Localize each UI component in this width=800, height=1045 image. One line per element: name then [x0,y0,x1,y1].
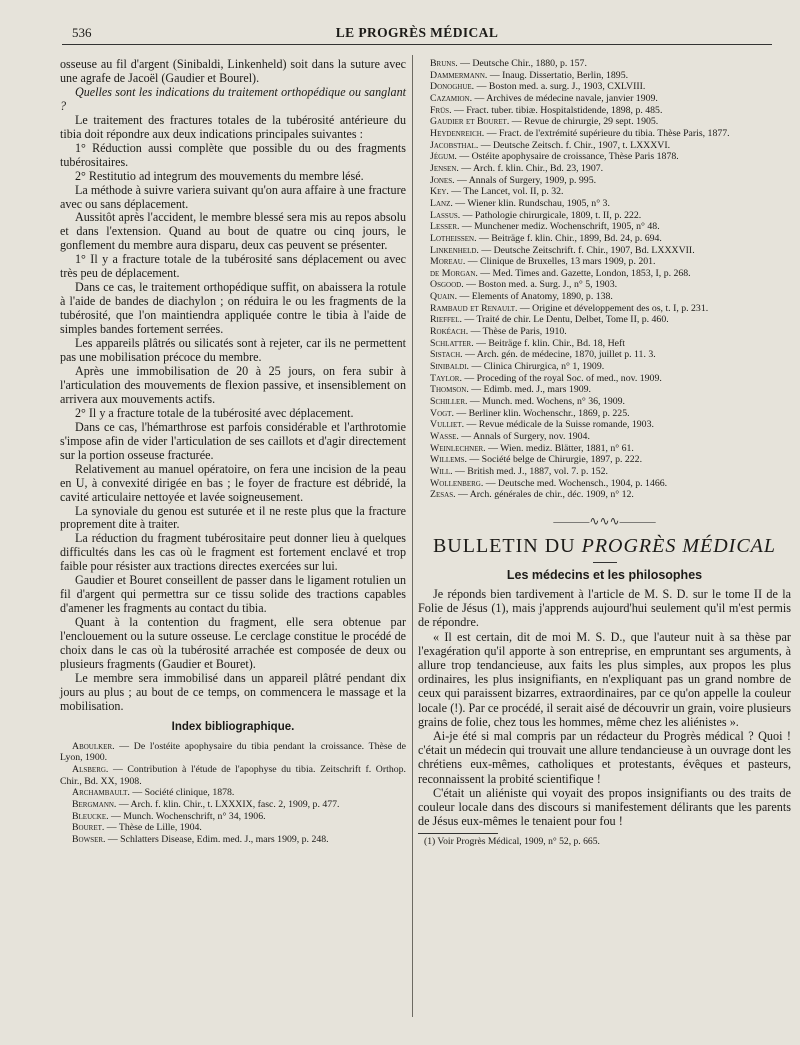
bibliography-entry [418,419,791,431]
bibliography-entry [418,151,791,163]
bibliography-citation: — Fract. de l'extrémité supérieure du tibia. Thèse Paris, 1877. [484,127,730,139]
bibliography-citation: — Schlatters Disease, Edim. med. J., mars 1909, p. 248. [105,834,329,845]
bibliography-entry [418,268,791,280]
bibliography-entry [418,128,791,140]
ornamental-divider: ———∿∿∿——— [553,513,656,528]
body-paragraph: Relativement au manuel opératoire, on fera une incision de la peau en U, à convexité dirigée en bas ; le foyer de fracture est débridé, la cavité articulaire nettoyée et lavée soigneusement. [60,461,406,504]
bibliography-citation: — Boston med. a. Surg. J., n° 5, 1903. [463,279,618,291]
bibliography-author: Bowser. [72,834,106,845]
bibliography-entry [418,81,791,93]
bibliography-author: Archambault. [72,787,130,799]
bibliography-entry [418,396,791,408]
bibliography-citation: — Edimb. med. J., mars 1909. [468,384,591,396]
bibliography-entry [418,186,791,198]
bibliography-citation: — Thèse de Lille, 1904. [104,822,202,834]
bibliography-entry [418,140,791,152]
bibliography-citation: — Société clinique, 1878. [129,787,235,799]
bibliography-entry [418,408,791,420]
bibliography-citation: — Beiträge f. klin. Chir., Bd. 18, Heft [473,337,625,349]
bibliography-entry [418,361,791,373]
bibliography-author: Alsberg. [72,764,109,776]
article-paragraph: C'était un aliéniste qui voyait des propos insignifiants ou des traits de couleur locale dans des discours si manifestement délirants que les parents de Jésus eux-mêmes le tenaient pour fou ! [418,785,791,829]
bibliography-citation: — Annals of Surgery, nov. 1904. [458,431,590,442]
bibliography-citation: — Deutsche Zeitsch. f. Chir., 1907, t. LXXXVI. [478,139,671,151]
bibliography-author: Donoghue. [430,81,475,93]
bibliography-author: Dammermann. [430,69,488,81]
body-paragraph: Aussitôt après l'accident, le membre blessé sera mis au repos absolu et dans l'extension. Quand au bout de quatre ou cinq jours, le gonflement du membre aura disparu, deux cas peuvent se présenter. [60,210,406,253]
bibliography-author: Willems. [430,454,467,466]
bibliography-citation: — Clinica Chirurgica, n° 1, 1909. [469,361,605,373]
bibliography-author: Bruns. [430,58,458,69]
bibliography-citation: — Wiener klin. Rundschau, 1905, n° 3. [452,197,610,209]
bibliography-author: Schlatter. [430,337,474,349]
bibliography-entry [418,431,791,443]
bibliography-author: Heydenreich. [430,127,485,139]
bibliography-citation: — Société belge de Chirurgie, 1897, p. 222. [466,454,643,466]
bibliography-author: Zesas. [430,489,456,501]
bibliography-entry [418,489,791,501]
section-question: Quelles sont les indications du traitement orthopédique ou sanglant ? [60,84,406,113]
bibliography-citation: — Archives de médecine navale, janvier 1909. [472,92,658,104]
page-header [62,22,772,45]
bibliography-entry [60,799,406,811]
bibliography-author: Wasse. [430,431,459,442]
article-title: Les médecins et les philosophes [506,567,703,582]
bibliography-author: Rieffel. [430,314,462,326]
bibliography-entry [418,221,791,233]
bibliography-entry [418,279,791,291]
bibliography-citation: — Revue de chirurgie, 29 sept. 1905. [509,116,659,128]
bibliography-author: Jensen. [430,162,459,174]
body-paragraph: La synoviale du genou est suturée et il ne reste plus que la fracture proprement dite à traiter. [60,503,406,532]
bibliography-citation: — Pathologie chirurgicale, 1809, t. II, p. 222. [460,209,642,221]
body-paragraph: La méthode à suivre variera suivant qu'on aura affaire à une fracture avec ou sans déplacement. [60,182,406,211]
bibliography-author: Lanz. [430,197,453,209]
bibliography-author: Bleucke. [72,810,109,822]
bibliography-citation: — Arch. générales de chir., déc. 1909, n° 12. [455,489,634,501]
bibliography-citation: — Beiträge f. klin. Chir., 1899, Bd. 24, p. 694. [476,232,662,244]
bibliography-citation: — Thèse de Paris, 1910. [468,326,567,338]
article-paragraph: Ai-je été si mal compris par un rédacteur du Progrès médical ? Quoi ! c'était un médecin qui trouvait une allure tendancieuse à un ouvrage dont les chrétiens eux-mêmes, catholiques et protestants, évêques et pasteurs, reconnaissent la probité scientifique ! [418,728,791,786]
bibliography-citation: — Munch. Wochenschrift, n° 34, 1906. [108,810,266,822]
bibliography-entry [418,326,791,338]
bibliography-author: Aboulker. [72,740,115,752]
bibliography-author: Jacobsthal. [430,139,479,151]
bibliography-list-right [418,58,791,501]
bibliography-entry [418,58,791,70]
bibliography-entry [418,163,791,175]
bibliography-citation: — Deutsche med. Wochensch., 1904, p. 1466. [483,477,668,489]
bibliography-author: Will. [430,465,453,477]
bibliography-entry [418,291,791,303]
column-divider [412,55,413,1017]
bibliography-author: Vogt. [430,407,454,419]
bulletin-journal-name: PROGRÈS MÉDICAL [581,534,777,557]
bibliography-entry [418,105,791,117]
bibliography-citation: — Inaug. Dissertatio, Berlin, 1895. [487,69,629,81]
bibliography-author: Weinlechner. [430,442,486,454]
bibliography-author: Lotheissen. [430,232,477,244]
bibliography-entry [418,478,791,490]
body-paragraph: Quant à la contention du fragment, elle sera obtenue par l'enclouement ou la suture osseuse. Le cerclage constitue le procédé de choix dans le cas où la tubérosité arrachée est composée de deux ou plusieurs fragments (Gaudier et Bouret). [60,615,406,671]
bibliography-entry [60,787,406,799]
bibliography-author: Quain. [430,291,458,303]
bibliography-entry [60,764,406,787]
body-paragraph: Dans ce cas, l'hémarthrose est parfois considérable et l'arthrotomie s'impose afin de vider l'articulation de ses caillots et d'agir directement sur la portion osseuse fracturée. [60,419,406,462]
bibliography-author: Vulliet. [430,419,465,431]
article-paragraph: Je réponds bien tardivement à l'article de M. S. D. sur le tome II de la Folie de Jésus (1), mais j'apprends aujourd'hui seulement qu'il m'est permis de répondre. [418,586,791,630]
body-paragraph: Les appareils plâtrés ou silicatés sont à rejeter, car ils ne permettent pas une mobilisation précoce du membre. [60,336,406,365]
bibliography-author: Gaudier et Bouret. [430,116,510,128]
bibliography-author: de Morgan. [430,267,478,279]
bibliography-citation: — Contribution à l'étude de l'apophyse du tibia. Zeitschrift f. Orthop. Chir., Bd. XX, 1908. [60,764,406,787]
left-column [60,58,406,846]
body-paragraph: Dans ce cas, le traitement orthopédique suffit, on abaissera la rotule à l'aide de bandes de diachylon ; on réduira le ou les fragments de la tubérosité, que l'on maintiendra appliquée contre le tibia à l'aide de simples bandes fortement serrées. [60,280,406,337]
index-heading: Index bibliographique. [171,720,295,733]
bibliography-citation: — Annals of Surgery, 1909, p. 995. [454,174,597,186]
bibliography-citation: — Elements of Anatomy, 1890, p. 138. [457,291,613,303]
body-paragraph: La réduction du fragment tubérositaire peut donner lieu à quelques difficultés dans les cas où le fragment est fortement enclavé et trop faible pour résister aux tractions directes exercées sur lui. [60,531,406,574]
bibliography-entry [418,466,791,478]
bibliography-entry [418,93,791,105]
bibliography-author: Wollenberg. [430,477,484,489]
body-paragraph: 1° Il y a fracture totale de la tubérosité sans déplacement ou avec très peu de déplacement. [60,252,406,281]
bibliography-citation: — De l'ostéite apophysaire du tibia pendant la croissance. Thèse de Lyon, 1900. [60,740,406,764]
bibliography-entry [418,314,791,326]
bibliography-author: Bouret. [72,822,105,834]
body-paragraph: 2° Il y a fracture totale de la tubérosité avec déplacement. [75,405,354,420]
bibliography-entry [418,303,791,315]
bibliography-entry [418,116,791,128]
bibliography-citation: — Fract. tuber. tibiæ. Hospitalstidende, 1898, p. 485. [451,104,663,116]
bibliography-citation: — Med. Times and. Gazette, London, 1853, I, p. 268. [477,267,691,279]
bibliography-citation: — British med. J., 1887, vol. 7. p. 152. [452,465,608,477]
bibliography-author: Lassus. [430,209,461,221]
page-number: 536 [72,25,92,40]
bibliography-citation: — Wien. mediz. Blätter, 1881, n° 61. [485,442,634,454]
bibliography-entry [418,256,791,268]
body-paragraph: Gaudier et Bouret conseillent de passer dans le ligament rotulien un fil d'argent qui permettra sur ce tissu solide des tractions capables d'amener les fragments au contact du tibia. [60,573,406,616]
bibliography-entry [418,349,791,361]
bibliography-author: Jégum. [430,151,457,163]
bibliography-entry [418,245,791,257]
right-column [418,58,791,847]
body-paragraph: osseuse au fil d'argent (Sinibaldi, Linkenheld) soit dans la suture avec une agrafe de Jacoël (Gaudier et Bourel). [60,57,406,85]
bibliography-entry [418,384,791,396]
bibliography-entry [418,175,791,187]
running-title: LE PROGRÈS MÉDICAL [335,25,499,40]
bibliography-citation: — Arch. gén. de médecine, 1870, juillet p. 11. 3. [462,349,656,361]
bibliography-author: Taylor. [430,372,462,384]
article-paragraph: « Il est certain, dit de moi M. S. D., que l'auteur nuit à sa thèse par l'exagération qu'il apporte à son entreprise, en empruntant ses arguments, à allure trop tendancieuse, aux faits les plus simples, aux propos les plus ordinaires, les plus insignifiants, en n'expliquant pas un grand nombre de ceux qui paraissent bizarres, extraordinaires, par ce qu'on appelle la couleur locale (!). Par ce procédé, il serait aisé de découvrir un grain, voire plusieurs grains de folie, chez tous les hommes, même chez les aliénistes ». [418,629,791,729]
bibliography-entry [418,198,791,210]
article-body [418,587,791,828]
bibliography-author: Schiller. [430,396,468,408]
body-paragraph: Le traitement des fractures totales de la tubérosité antérieure du tibia doit répondre aux deux indications principales suivantes : [60,112,406,141]
bibliography-citation: — Boston med. a. surg. J., 1903, CXLVIII. [474,81,646,93]
body-paragraph: 2° Restitutio ad integrum des mouvements du membre lésé. [75,168,364,183]
bibliography-author: Thomson. [430,384,469,396]
bibliography-author: Rambaud et Renault. [430,302,518,314]
bibliography-citation: — The Lancet, vol. II, p. 32. [448,186,564,198]
bibliography-author: Bergmann. [72,799,117,811]
bibliography-author: Rokéach. [430,326,469,338]
footnote-rule [418,833,498,834]
body-paragraph: Après une immobilisation de 20 à 25 jours, on fera subir à l'articulation des mouvements de flexion passive, et insensiblement on arrivera aux mouvements actifs. [60,363,406,406]
bibliography-entry [418,338,791,350]
bibliography-citation: — Arch. f. klin. Chir., t. LXXXIX, fasc. 2, 1909, p. 477. [116,799,340,811]
bibliography-author: Osgood. [430,279,464,291]
bibliography-author: Linkenheld. [430,244,479,256]
body-paragraph: Le membre sera immobilisé dans un appareil plâtré pendant dix jours au plus ; au bout de ce temps, on commencera le massage et la mobilisation. [60,670,406,713]
bulletin-heading [418,533,791,559]
bibliography-citation: — Traité de chir. Le Dentu, Delbet, Tome II, p. 460. [461,314,669,326]
bibliography-citation: — Revue médicale de la Suisse romande, 1903. [464,419,654,431]
bibliography-entry [418,70,791,82]
bibliography-citation: — Arch. f. klin. Chir., Bd. 23, 1907. [458,162,604,174]
bibliography-citation: — Deutsche Zeitschrift. f. Chir., 1907, Bd. LXXXVII. [478,244,695,256]
bibliography-entry [418,454,791,466]
bibliography-entry [60,741,406,764]
bibliography-author: Lesser. [430,221,460,233]
bibliography-citation: — Clinique de Bruxelles, 13 mars 1909, p. 201. [465,256,656,268]
bibliography-author: Cazamion. [430,92,473,104]
bibliography-author: Jones. [430,174,455,186]
bibliography-author: Key. [430,186,449,198]
bibliography-citation: — Ostéite apophysaire de croissance, Thèse Paris 1878. [456,151,679,163]
bibliography-entry [60,834,406,846]
bibliography-citation: — Munchener mediz. Wochenschrift, 1905, n° 48. [459,221,660,233]
footnote: (1) Voir Progrès Médical, 1909, n° 52, p. 665. [424,836,600,848]
bibliography-citation: — Deutsche Chir., 1880, p. 157. [457,58,587,69]
bibliography-entry [418,233,791,245]
bibliography-list-left [60,741,406,846]
bibliography-citation: — Berliner klin. Wochenschr., 1869, p. 225. [453,407,630,419]
bibliography-entry [418,373,791,385]
bibliography-citation: — Origine et développement des os, t. I, p. 231. [517,302,709,314]
bibliography-entry [60,811,406,823]
bibliography-author: Moreau. [430,256,466,268]
bibliography-author: Sinibaldi. [430,361,470,373]
bibliography-author: Früs. [430,104,452,116]
bibliography-citation: — Proceding of the royal Soc. of med., nov. 1909. [461,372,662,384]
bibliography-entry [418,210,791,222]
bibliography-entry [60,822,406,834]
short-rule [593,562,617,563]
bibliography-citation: — Munch. med. Wochens, n° 36, 1909. [467,396,625,408]
bibliography-author: Sistach. [430,349,463,361]
bibliography-entry [418,443,791,455]
left-body [60,58,406,714]
bulletin-prefix: BULLETIN DU [432,534,576,557]
body-paragraph: 1° Réduction aussi complète que possible du ou des fragments tubérositaires. [60,140,406,169]
